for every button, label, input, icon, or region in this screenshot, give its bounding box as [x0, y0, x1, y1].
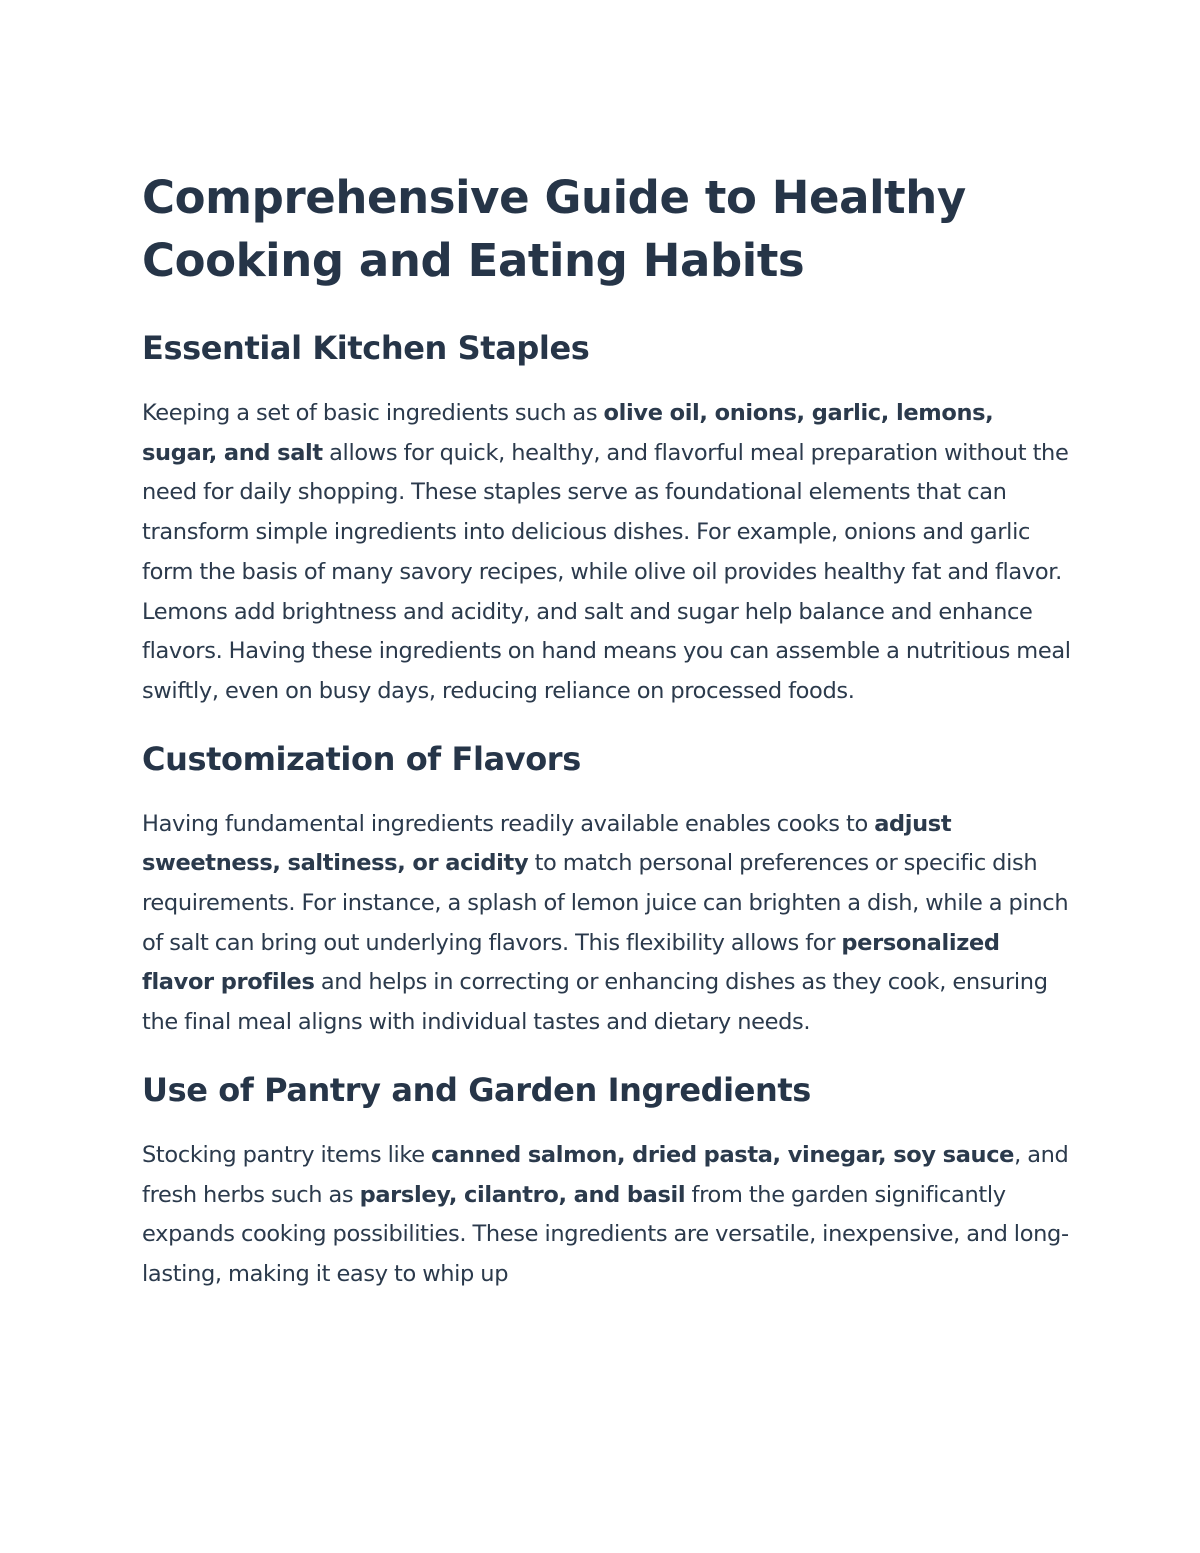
section-heading-kitchen-staples: Essential Kitchen Staples	[142, 329, 590, 367]
paragraph-text: allows for quick, healthy, and flavorful meal preparation without the need for daily shopping. These staples serve as foundational elements that can transform simple ingredients into delicious dishes. For example, onions and garlic form the basis of many savory recipes, while olive oil provides healthy fat and flavor. Lemons add brightness and acidity, and salt and sugar help balance and enhance flavors. Having these ingredients on hand means you can assemble a nutritious meal swiftly, even on busy days, reducing reliance on processed foods.	[142, 439, 1071, 704]
paragraph-bold-text: personalized flavor profiles	[142, 929, 1000, 996]
paragraph-text: Having fundamental ingredients readily available enables cooks to	[142, 810, 875, 837]
paragraph-text: Keeping a set of basic ingredients such as	[142, 400, 604, 426]
section-heading-pantry-and-garden: Use of Pantry and Garden Ingredients	[142, 1070, 811, 1109]
paragraph-text: and helps in correcting or enhancing dishes as they cook, ensuring the final meal aligns with individual tastes and dietary needs.	[142, 969, 1048, 1036]
section-paragraph-customization-of-flavors	[142, 805, 1072, 1043]
section-paragraph-kitchen-staples	[142, 394, 1072, 712]
document-title: Comprehensive Guide to Healthy Cooking and Eating Habits	[142, 171, 966, 287]
paragraph-bold-text: parsley, cilantro, and basil	[359, 1181, 686, 1208]
paragraph-text: Stocking pantry items like	[142, 1141, 432, 1168]
section-paragraph-pantry-and-garden	[142, 1136, 1072, 1295]
paragraph-bold-text: adjust sweetness, saltiness, or acidity	[142, 810, 952, 877]
paragraph-text: from the garden significantly expands cooking possibilities. These ingredients are versatile, inexpensive, and long-lasting, making it easy to whip up	[142, 1181, 1069, 1287]
paragraph-bold-text: olive oil, onions, garlic, lemons, sugar, and salt	[142, 400, 994, 466]
section-heading-customization-of-flavors: Customization of Flavors	[142, 739, 581, 778]
paragraph-text: , and fresh herbs such as	[142, 1141, 1069, 1208]
document-page	[142, 166, 1072, 1295]
paragraph-text: to match personal preferences or specific dish requirements. For instance, a splash of lemon juice can brighten a dish, while a pinch of salt can bring out underlying flavors. This flexibility allows for	[142, 850, 1069, 956]
paragraph-bold-text: canned salmon, dried pasta, vinegar, soy sauce	[431, 1141, 1015, 1168]
